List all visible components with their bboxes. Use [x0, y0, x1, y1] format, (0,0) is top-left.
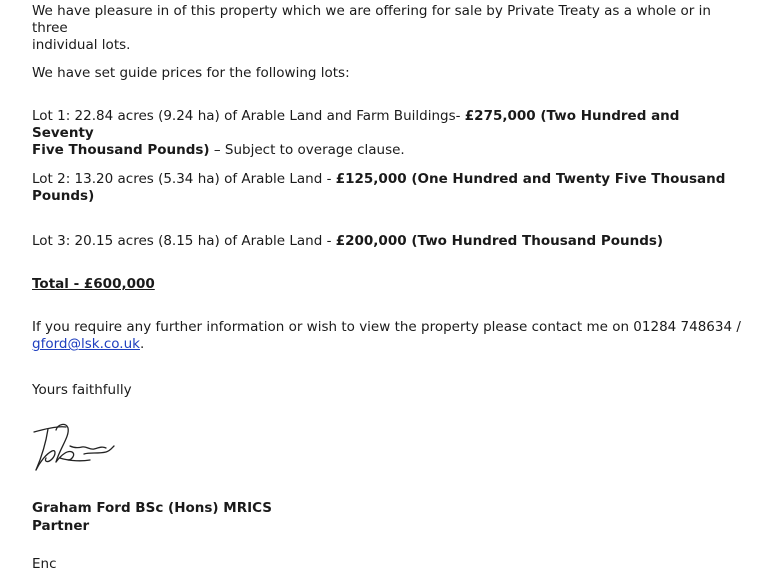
intro-paragraph	[32, 3, 744, 54]
lot-2-price-continued: Pounds)	[32, 188, 95, 204]
total-price: Total - £600,000	[32, 276, 155, 292]
signatory-name: Graham Ford BSc (Hons) MRICS	[32, 500, 273, 516]
handwritten-signature	[26, 418, 126, 478]
lot-1	[32, 108, 744, 159]
lot-3-price: £200,000 (Two Hundred Thousand Pounds)	[335, 233, 664, 249]
lot-1-price: £275,000 (Two Hundred and Seventy	[32, 108, 680, 141]
lot-1-description: Lot 1: 22.84 acres (9.24 ha) of Arable Land and Farm Buildings-	[32, 108, 465, 124]
email-link[interactable]: gford@lsk.co.uk	[32, 336, 140, 352]
intro-line-2: individual lots.	[32, 37, 131, 53]
enclosure-note: Enc	[32, 556, 57, 572]
signatory-role: Partner	[32, 518, 90, 534]
contact-line-1: If you require any further information or wish to view the property please contact me on 01284 748634 /	[32, 319, 741, 335]
lot-3-description: Lot 3: 20.15 acres (8.15 ha) of Arable Land -	[32, 233, 336, 249]
contact-period: .	[139, 336, 145, 352]
contact-paragraph	[32, 319, 741, 353]
lot-1-note: – Subject to overage clause.	[209, 142, 405, 158]
intro-line-1: We have pleasure in of this property which we are offering for sale by Private Treaty as a whole or in three	[32, 3, 711, 36]
lot-1-price-continued: Five Thousand Pounds)	[32, 142, 210, 158]
guide-prices-intro: We have set guide prices for the following lots:	[32, 65, 350, 81]
lot-2-description: Lot 2: 13.20 acres (5.34 ha) of Arable Land -	[32, 171, 336, 187]
lot-3	[32, 233, 663, 250]
lot-2	[32, 171, 725, 205]
lot-2-price: £125,000 (One Hundred and Twenty Five Thousand	[335, 171, 726, 187]
closing-salutation: Yours faithfully	[32, 382, 132, 398]
